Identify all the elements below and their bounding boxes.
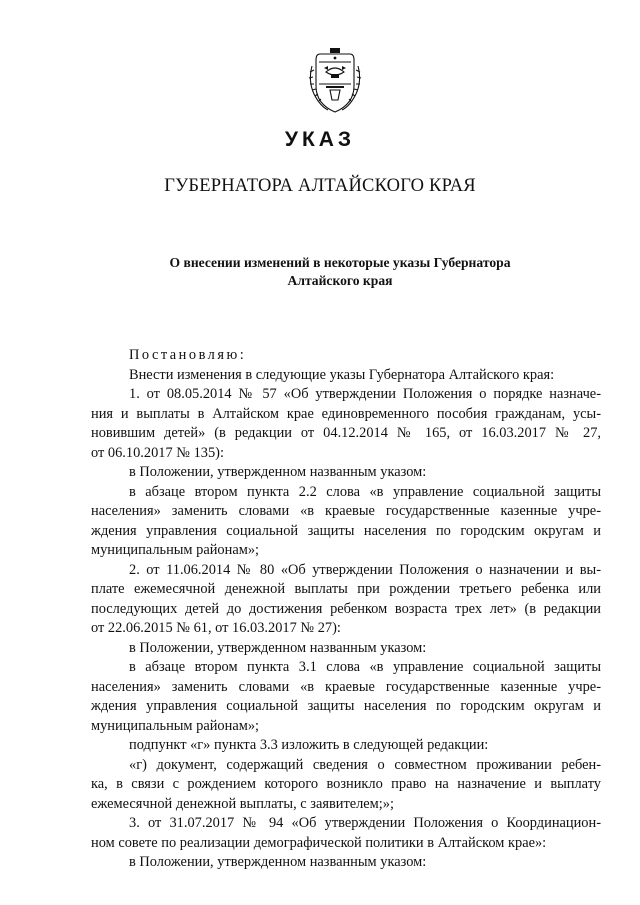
paragraph-line: ждения управления социальной защиты населения по городским округам и bbox=[91, 522, 601, 539]
paragraph-line: от 22.06.2015 № 61, от 16.03.2017 № 27): bbox=[91, 620, 341, 636]
body-paragraph bbox=[91, 814, 601, 853]
body-paragraph bbox=[91, 853, 601, 873]
heading-line: Алтайского края bbox=[287, 273, 393, 288]
paragraph-line: 2. от 11.06.2014 № 80 «Об утверждении Положения о назначении и вы- bbox=[129, 561, 601, 578]
body-paragraph bbox=[91, 366, 601, 386]
body-paragraph bbox=[91, 658, 601, 736]
body-paragraph bbox=[91, 561, 601, 639]
paragraph-line: от 06.10.2017 № 135): bbox=[91, 444, 224, 461]
paragraph-line: муниципальным районам»; bbox=[91, 542, 260, 558]
body-paragraph bbox=[91, 385, 601, 463]
paragraph-line: новившим детей» (в редакции от 04.12.2014 № 165, от 16.03.2017 № 27, bbox=[91, 425, 601, 441]
paragraph-line: ка, в связи с рождением которого возникло право на назначение и выплату bbox=[91, 776, 601, 792]
document-type-title: УКАЗ bbox=[284, 128, 356, 151]
paragraph-line: 3. от 31.07.2017 № 94 «Об утверждении Положения о Координацион- bbox=[129, 815, 601, 831]
paragraph-line: ния и выплаты в Алтайском крае единовременного пособия гражданам, усы- bbox=[91, 405, 601, 422]
paragraph-line: подпункт «г» пункта 3.3 изложить в следующей редакции: bbox=[129, 737, 489, 753]
paragraph-line: в Положении, утвержденном названным указом: bbox=[129, 464, 427, 480]
paragraph-line: муниципальным районам»; bbox=[91, 717, 260, 734]
body-paragraph bbox=[91, 736, 601, 756]
paragraph-line: в Положении, утвержденном названным указом: bbox=[129, 639, 427, 656]
paragraph-line: 1. от 08.05.2014 № 57 «Об утверждении Положения о порядке назначе- bbox=[129, 386, 601, 402]
paragraph-line: в абзаце втором пункта 2.2 слова «в управление социальной защиты bbox=[129, 483, 601, 500]
paragraph-line: последующих детей до достижения ребенком возраста трех лет» (в редакции bbox=[91, 600, 601, 617]
paragraph-line: плате ежемесячной денежной выплаты при рождении третьего ребенка или bbox=[91, 581, 601, 597]
document-heading bbox=[140, 254, 540, 290]
paragraph-line: ежемесячной денежной выплаты, с заявителем;»; bbox=[91, 795, 394, 812]
paragraph-line: Внести изменения в следующие указы Губернатора Алтайского края: bbox=[129, 366, 555, 383]
paragraph-line: ном совете по реализации демографической политики в Алтайском крае»: bbox=[91, 834, 547, 851]
paragraph-line: в абзаце втором пункта 3.1 слова «в управление социальной защиты bbox=[129, 659, 601, 675]
document-body bbox=[91, 346, 601, 873]
paragraph-line: в Положении, утвержденном названным указом: bbox=[129, 854, 427, 870]
body-paragraph bbox=[91, 463, 601, 483]
heading-line: О внесении изменений в некоторые указы Губернатора bbox=[169, 255, 511, 270]
paragraph-line: Постановляю: bbox=[129, 347, 247, 363]
paragraph-line: населения» заменить словами «в краевые государственные казенные учре- bbox=[91, 678, 601, 695]
issuer-subtitle: ГУБЕРНАТОРА АЛТАЙСКОГО КРАЯ bbox=[164, 176, 476, 196]
paragraph-line: населения» заменить словами «в краевые государственные казенные учре- bbox=[91, 503, 601, 519]
altai-krai-coat-of-arms-icon bbox=[306, 46, 364, 116]
body-paragraph bbox=[91, 756, 601, 815]
body-paragraph bbox=[91, 639, 601, 659]
paragraph-line: «г) документ, содержащий сведения о совместном проживании ребен- bbox=[129, 756, 601, 773]
opening-word bbox=[91, 346, 601, 366]
paragraph-line: ждения управления социальной защиты населения по городским округам и bbox=[91, 698, 601, 714]
body-paragraph bbox=[91, 483, 601, 561]
